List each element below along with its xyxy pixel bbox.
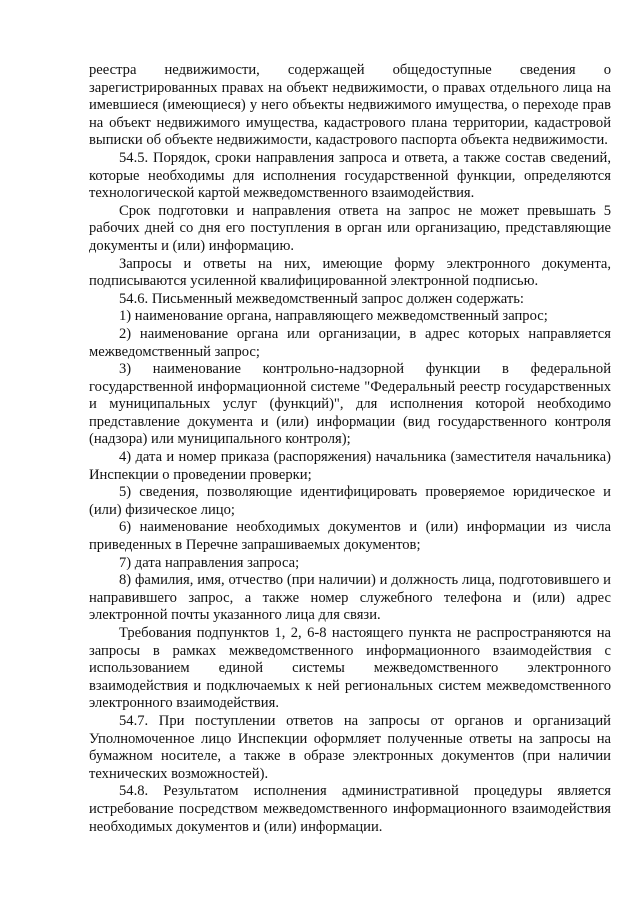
paragraph-54-6: 54.6. Письменный межведомственный запрос должен содержать: xyxy=(119,290,524,307)
list-item-4: 4) дата и номер приказа (распоряжения) начальника (заместителя начальника) Инспекции о проведении проверки; xyxy=(89,449,611,483)
list-item-6: 6) наименование необходимых документов и (или) информации из числа приведенных в Перечне запрашиваемых документов; xyxy=(89,519,611,554)
paragraph-54-7: 54.7. При поступлении ответов на запросы от органов и организаций Уполномоченное лицо Инспекции оформляет полученные ответы на запросы на бумажном носителе, а также в образе электронных документов (при наличии технических возможностей). xyxy=(89,712,611,782)
list-item-5: 5) сведения, позволяющие идентифицировать проверяемое юридическое и (или) физическое лицо; xyxy=(89,484,611,518)
list-item-2: 2) наименование органа или организации, в адрес которых направляется межведомственный запрос; xyxy=(89,325,611,360)
document-body xyxy=(89,62,611,836)
paragraph-registry-continuation: реестра недвижимости, содержащей общедоступные сведения о зарегистрированных правах на объект недвижимости, о правах отдельного лица на имевшиеся (имеющиеся) у него объекты недвижимого имущества, о переходе прав на объект недвижимого имущества, кадастрового плана территории, кадастровой выписки об объекте недвижимости, кадастрового паспорта объекта недвижимости. xyxy=(89,62,611,149)
list-item-3: 3) наименование контрольно-надзорной функции в федеральной государственной информационной системе "Федеральный реестр государственных и муниципальных услуг (функций)", для исполнения которой необходимо представление документа и (или) информации (вид государственного контроля (надзора) или муниципального контроля); xyxy=(89,361,611,448)
paragraph-54-8: 54.8. Результатом исполнения административной процедуры является истребование посредством межведомственного информационного взаимодействия необходимых документов и (или) информации. xyxy=(89,783,611,835)
list-item-8: 8) фамилия, имя, отчество (при наличии) и должность лица, подготовившего и направившего запрос, а также номер служебного телефона и (или) адрес электронной почты указанного лица для связи. xyxy=(89,572,611,624)
paragraph-response-deadline: Срок подготовки и направления ответа на запрос не может превышать 5 рабочих дней со дня его поступления в орган или организацию, представляющие документы и (или) информацию. xyxy=(89,202,611,254)
list-item-7: 7) дата направления запроса; xyxy=(119,554,300,571)
list-item-1: 1) наименование органа, направляющего межведомственный запрос; xyxy=(119,308,548,325)
paragraph-54-5: 54.5. Порядок, сроки направления запроса и ответа, а также состав сведений, которые необходимы для исполнения государственной функции, определяются технологической картой межведомственного взаимодействия. xyxy=(89,149,611,202)
paragraph-requirements-exception: Требования подпунктов 1, 2, 6-8 настоящего пункта не распространяются на запросы в рамках межведомственного информационного взаимодействия с использованием единой системы межведомственного электронного взаимодействия и подключаемых к ней региональных систем межведомственного электронного взаимодействия. xyxy=(89,625,611,712)
paragraph-electronic-signature: Запросы и ответы на них, имеющие форму электронного документа, подписываются усиленной квалифицированной электронной подписью. xyxy=(89,255,611,290)
